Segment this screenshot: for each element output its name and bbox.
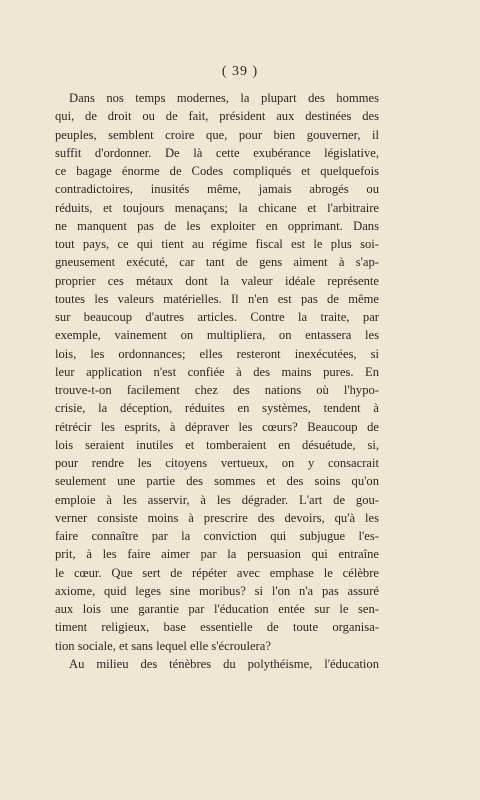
text-line: sur beaucoup d'autres articles. Contre la traite, par <box>55 310 379 324</box>
text-line: faire connaître par la conviction qui subjugue l'es- <box>55 529 379 543</box>
text-line: tion sociale, et sans lequel elle s'écroulera? <box>55 638 271 653</box>
text-line: ne manquent pas de les exploiter en opprimant. Dans <box>55 218 379 233</box>
text-line: lois seraient inutiles et tomberaient en désuétude, si, <box>55 437 379 452</box>
text-line: réduits, et toujours menaçans; la chicane et l'arbitraire <box>55 200 379 215</box>
text-line: toutes les valeurs matérielles. Il n'en est pas de même <box>55 291 379 306</box>
text-line: Dans nos temps modernes, la plupart des hommes <box>69 91 379 105</box>
text-line: peuples, semblent croire que, pour bien gouverner, il <box>55 127 379 142</box>
text-line: ce bagage énorme de Codes compliqués et quelquefois <box>55 164 379 178</box>
text-line: Au milieu des ténèbres du polythéisme, l'éducation <box>69 656 379 671</box>
text-line: pour rendre les citoyens vertueux, on y consacrait <box>55 456 379 470</box>
text-line: crisie, la déception, réduites en systèmes, tendent à <box>55 401 379 416</box>
text-line: emploie à les asservir, à les dégrader. L'art de gou- <box>55 492 379 507</box>
text-line: le cœur. Que sert de répéter avec emphase le célèbre <box>55 565 379 580</box>
text-line: axiome, quid leges sine moribus? si l'on n'a pas assuré <box>55 583 379 598</box>
text-line: exemple, vainement on multipliera, on entassera les <box>55 328 379 343</box>
text-line: contradictoires, inusités même, jamais abrogés ou <box>55 182 379 197</box>
text-line: proprier ces métaux dont la valeur idéale représente <box>55 273 379 288</box>
text-line: prit, à les faire aimer par la persuasion qui entraîne <box>55 547 379 562</box>
text-line: seulement une partie des sommes et des soins qu'on <box>55 474 379 489</box>
body-text <box>55 89 379 673</box>
text-line: rétrécir les esprits, à dépraver les cœurs? Beaucoup de <box>55 419 379 434</box>
text-line: verner consiste moins à prescrire des devoirs, qu'à les <box>55 510 379 525</box>
text-line: aux lois une garantie par l'éducation entée sur le sen- <box>55 602 379 616</box>
text-line: timent religieux, base essentielle de toute organisa- <box>55 620 379 635</box>
text-line: suffit d'ordonner. De là cette exubérance législative, <box>55 145 379 160</box>
text-line: tout pays, ce qui tient au régime fiscal est le plus soi- <box>55 237 379 251</box>
text-line: trouve-t-on facilement chez des nations où l'hypo- <box>55 383 379 397</box>
text-line: gneusement exécuté, car tant de gens aiment à s'ap- <box>55 255 379 270</box>
text-line: leur application n'est confiée à des mains pures. En <box>55 364 379 379</box>
text-line: lois, les ordonnances; elles resteront inexécutées, si <box>55 346 379 361</box>
text-line: qui, de droit ou de fait, président aux destinées des <box>55 109 379 124</box>
page-number: ( 39 ) <box>221 64 259 79</box>
